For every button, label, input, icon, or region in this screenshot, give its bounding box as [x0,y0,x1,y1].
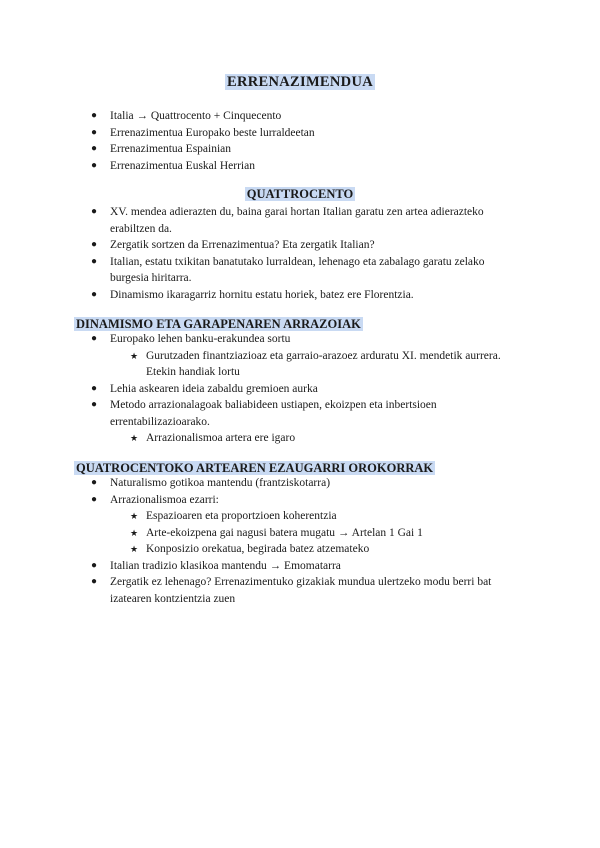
intro-list [91,108,550,174]
star-icon: ★ [130,350,139,361]
list-item: ● Zergatik sortzen da Errenazimentua? Eta zergatik Italian? [110,237,520,254]
list-item: ● Italia → Quattrocento + Cinquecento [110,108,550,125]
bullet-icon: ● [91,110,98,121]
list-item: ● Italian, estatu txikitan banatutako lurraldean, lehenago eta zabalago garatu zelako burgesia hiritarra. [91,255,485,284]
bullet-icon: ● [91,382,98,394]
bullet-icon: ● [91,333,98,344]
page-title [0,73,600,91]
page-title-text: ERRENAZIMENDUA [227,74,373,90]
list-item: ● Errenazimentua Europako beste lurraldeetan [110,125,550,142]
list-item: ● Errenazimentua Espainian [110,141,550,158]
sub-list-item: ★ Arrazionalismoa artera ere igaro [146,430,530,447]
list-item: ● Metodo arrazionalagoak baliabideen ustiapen, ekoizpen eta inbertsioen errentabilizazioarako. [91,399,437,428]
bullet-icon: ● [91,559,98,571]
bullet-icon: ● [91,576,98,587]
bullet-icon: ● [91,493,98,505]
bullet-icon: ● [91,159,98,171]
star-icon: ★ [130,544,139,554]
sub-list-item: ★ Konposizio orekatua, begirada batez atzemateko [146,541,530,558]
section-heading-quattrocento: QUATTROCENTO [246,187,354,201]
quattrocento-list [91,204,520,303]
list-item: ● Arrazionalismoa ezarri: [110,492,530,509]
list-item: ● Dinamismo ikaragarriz hornitu estatu horiek, batez ere Florentzia. [110,287,520,304]
ezaugarriak-list [91,475,530,607]
bullet-icon: ● [91,288,98,300]
sub-list-item: ★ Gurutzaden finantziazioaz eta garraio-arazoez arduratu XI. mendetik aurrera. Etekin handiak lortu [130,349,501,378]
sub-list-item: ★ Arte-ekoizpena gai nagusi batera mugatu → Artelan 1 Gai 1 [146,525,530,542]
star-icon: ★ [130,511,139,521]
dinamismo-list [91,331,530,447]
sub-list-item: ★ Espazioaren eta proportzioen koherentzia [146,508,530,525]
bullet-icon: ● [91,255,98,267]
list-item: ● Italian tradizio klasikoa mantendu → Emomatarra [110,558,530,575]
list-item: ● Errenazimentua Euskal Herrian [110,158,550,175]
star-icon: ★ [130,527,139,538]
star-icon: ★ [130,433,139,443]
list-item: ● XV. mendea adierazten du, baina garai hortan Italian garatu zen artea adierazteko erabiltzen da. [91,206,484,235]
list-item: ● Lehia askearen ideia zabaldu gremioen aurka [110,381,530,398]
bullet-icon: ● [91,477,98,488]
bullet-icon: ● [91,126,98,138]
bullet-icon: ● [91,143,98,154]
bullet-icon: ● [91,206,98,217]
list-item: ● Zergatik ez lehenago? Errenazimentuko gizakiak mundua ulertzeko modu berri bat izatearen kontzientzia zuen [91,576,492,605]
bullet-icon: ● [91,239,98,250]
bullet-icon: ● [91,399,98,410]
section-heading-dinamismo: DINAMISMO ETA GARAPENAREN ARRAZOIAK [76,317,361,331]
list-item: ● Naturalismo gotikoa mantendu (frantziskotarra) [110,475,530,492]
section-heading-ezaugarriak: QUATROCENTOKO ARTEAREN EZAUGARRI OROKORRAK [76,461,434,475]
list-item: ● Europako lehen banku-erakundea sortu [110,331,530,348]
